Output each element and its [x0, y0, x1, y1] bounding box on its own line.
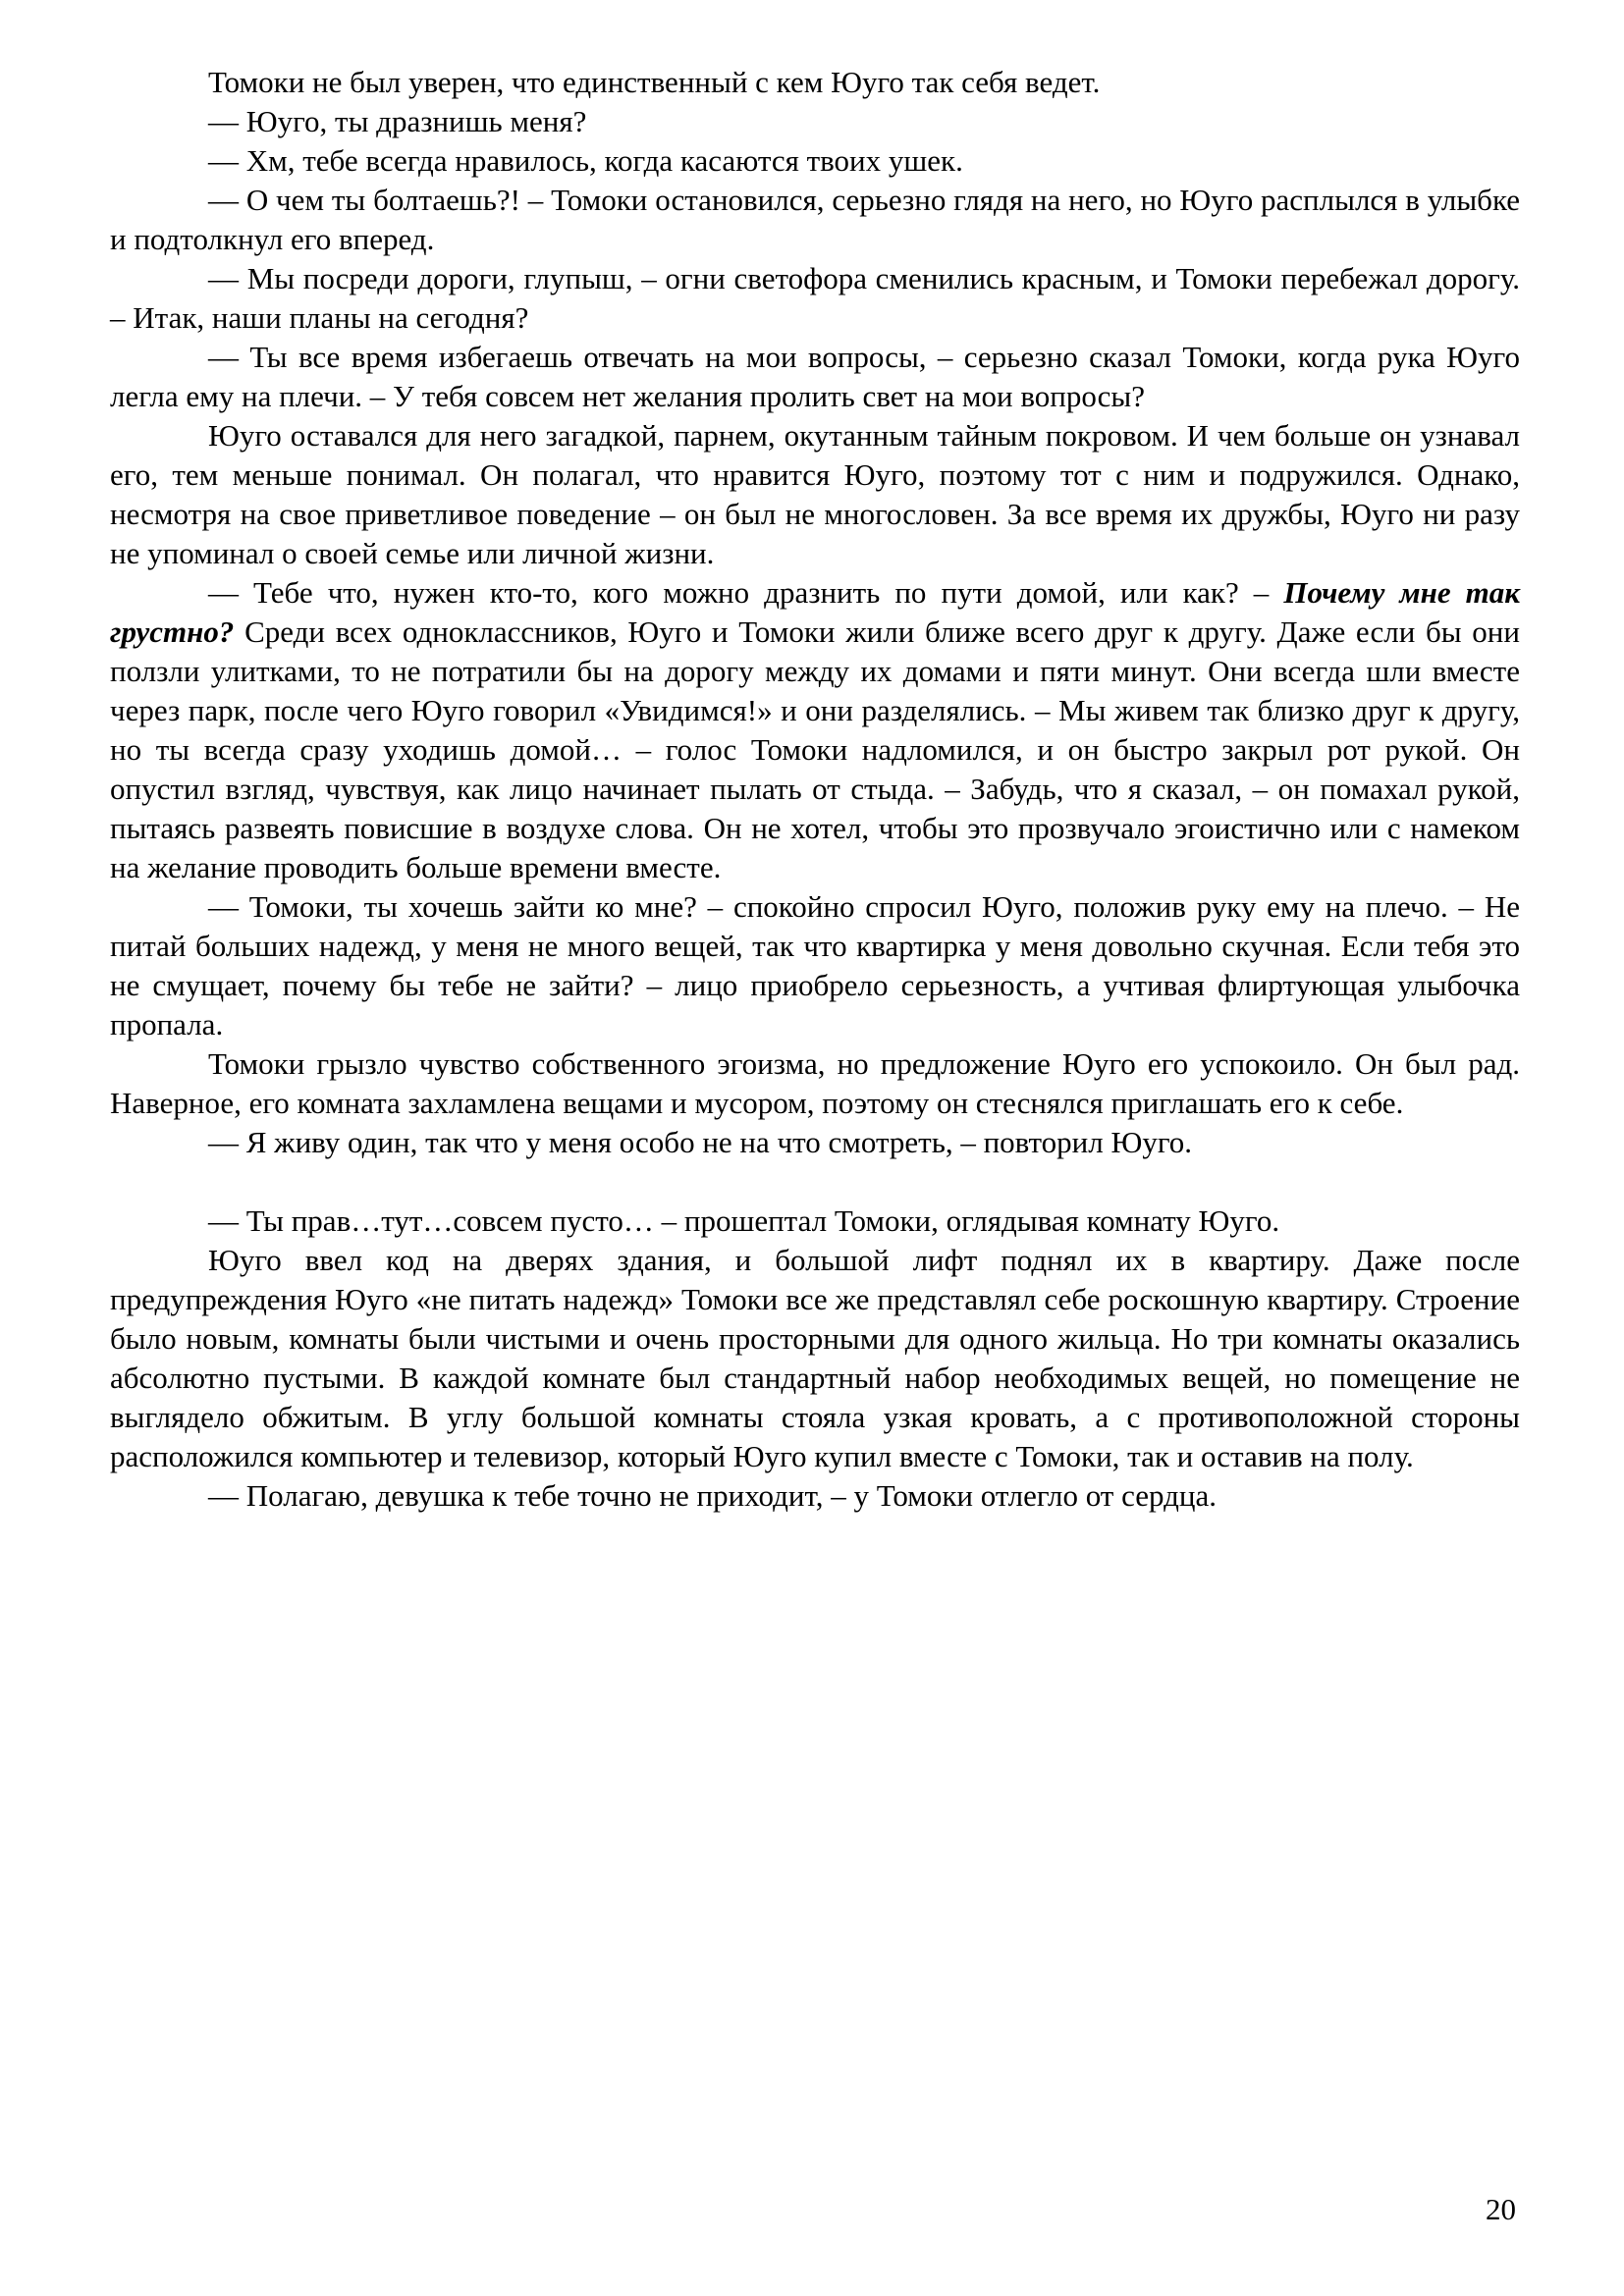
- page-number: 20: [1486, 2192, 1516, 2226]
- paragraph: [110, 259, 1520, 338]
- paragraph: [110, 887, 1520, 1044]
- paragraph-segment: — Ты прав…тут…совсем пусто… – прошептал Томоки, оглядывая комнату Юуго.: [208, 1203, 1280, 1238]
- page-text: [110, 63, 1520, 1516]
- paragraph-segment: Томоки грызло чувство собственного эгоизма, но предложение Юуго его успокоило. Он был рад. Наверное, его комната захламлена вещами и мусором, поэтому он стеснялся приглашать его к себе.: [110, 1046, 1520, 1120]
- paragraph: [110, 1201, 1520, 1241]
- paragraph: [110, 416, 1520, 573]
- paragraph: [110, 63, 1520, 102]
- paragraph-segment: — Я живу один, так что у меня особо не на что смотреть, – повторил Юуго.: [208, 1125, 1193, 1159]
- paragraph: [110, 1123, 1520, 1162]
- paragraph: [110, 1044, 1520, 1123]
- paragraph: [110, 1241, 1520, 1476]
- paragraph-segment: — Ты все время избегаешь отвечать на мои вопросы, – серьезно сказал Томоки, когда рука Юуго легла ему на плечи. – У тебя совсем нет желания пролить свет на мои вопросы?: [110, 340, 1520, 413]
- paragraph: [110, 102, 1520, 141]
- paragraph-segment: — Тебе что, нужен кто-то, кого можно дразнить по пути домой, или как? –: [208, 575, 1284, 610]
- paragraph-segment: Юуго оставался для него загадкой, парнем, окутанным тайным покровом. И чем больше он узнавал его, тем меньше понимал. Он полагал, что нравится Юуго, поэтому тот с ним и подружился. Однако, несмотря на свое приветливое поведение – он был не многословен. За все время их дружбы, Юуго ни разу не упоминал о своей семье или личной жизни.: [110, 418, 1520, 570]
- paragraph-segment: Томоки не был уверен, что единственный с кем Юуго так себя ведет.: [208, 65, 1101, 99]
- paragraph-segment: — Полагаю, девушка к тебе точно не приходит, – у Томоки отлегло от сердца.: [208, 1478, 1217, 1513]
- paragraph: [110, 1476, 1520, 1516]
- paragraph-segment: — Томоки, ты хочешь зайти ко мне? – спокойно спросил Юуго, положив руку ему на плечо. – Не питай больших надежд, у меня не много вещей, так что квартирка у меня довольно скучная. Если тебя это не смущает, почему бы тебе не зайти? – лицо приобрело серьезность, а учтивая флиртующая улыбочка пропала.: [110, 889, 1520, 1041]
- paragraph: [110, 141, 1520, 181]
- paragraph-segment: — О чем ты болтаешь?! – Томоки остановился, серьезно глядя на него, но Юуго расплылся в улыбке и подтолкнул его вперед.: [110, 183, 1520, 256]
- paragraph: [110, 573, 1520, 887]
- paragraph-segment: Юуго ввел код на дверях здания, и большой лифт поднял их в квартиру. Даже после предупреждения Юуго «не питать надежд» Томоки все же представлял себе роскошную квартиру. Строение было новым, комнаты были чистыми и очень просторными для одного жильца. Но три комнаты оказались абсолютно пустыми. В каждой комнате был стандартный набор необходимых вещей, но помещение не выглядело обжитым. В углу большой комнаты стояла узкая кровать, а с противоположной стороны расположился компьютер и телевизор, который Юуго купил вместе с Томоки, так и оставив на полу.: [110, 1243, 1520, 1473]
- paragraph: [110, 181, 1520, 259]
- paragraph-segment-emphasis: Почему мне так грустно?: [110, 575, 1520, 649]
- paragraph-segment: Среди всех одноклассников, Юуго и Томоки жили ближе всего друг к другу. Даже если бы они ползли улитками, то не потратили бы на дорогу между их домами и пяти минут. Они всегда шли вместе через парк, после чего Юуго говорил «Увидимся!» и они разделялись. – Мы живем так близко друг к другу, но ты всегда сразу уходишь домой… – голос Томоки надломился, и он быстро закрыл рот рукой. Он опустил взгляд, чувствуя, как лицо начинает пылать от стыда. – Забудь, что я сказал, – он помахал рукой, пытаясь развеять повисшие в воздухе слова. Он не хотел, чтобы это прозвучало эгоистично или с намеком на желание проводить больше времени вместе.: [110, 614, 1520, 884]
- paragraph-segment: — Мы посреди дороги, глупыш, – огни светофора сменились красным, и Томоки перебежал дорогу. – Итак, наши планы на сегодня?: [110, 261, 1520, 335]
- paragraph: [110, 338, 1520, 416]
- blank-line: [110, 1162, 1520, 1201]
- paragraph-segment: — Хм, тебе всегда нравилось, когда касаются твоих ушек.: [208, 143, 963, 178]
- paragraph-segment: — Юуго, ты дразнишь меня?: [208, 104, 587, 138]
